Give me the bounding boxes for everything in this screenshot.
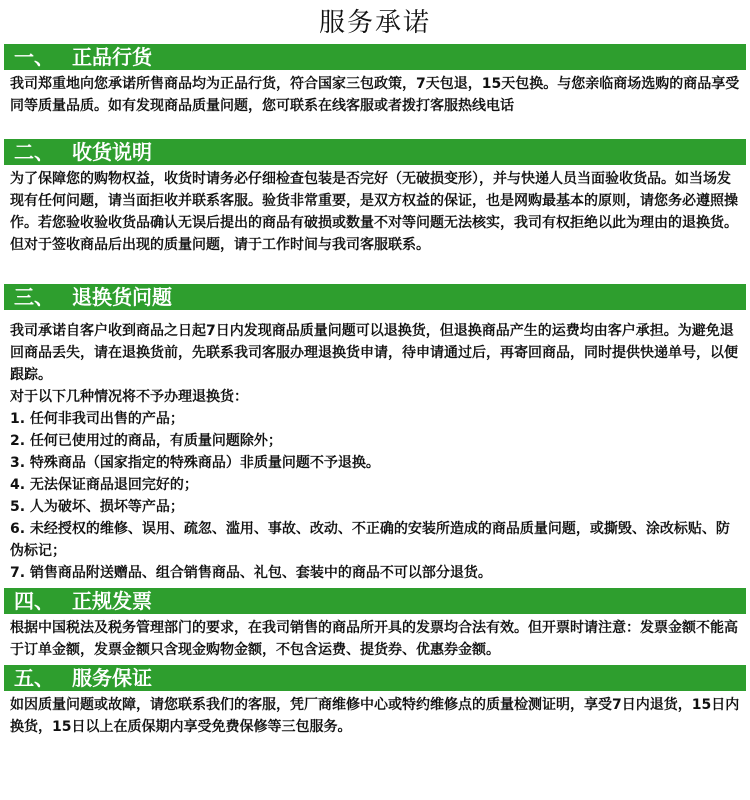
section-body [4,310,746,588]
section-heading: 退换货问题 [72,285,172,309]
section-body [4,165,746,284]
section-body [4,691,746,742]
list-item: 6. 未经授权的维修、误用、疏忽、滥用、事故、改动、不正确的安装所造成的商品质量问题，或撕毁、涂改标贴、防伪标记； [10,521,730,559]
section-header [4,44,746,70]
section-number: 三、 [14,285,54,309]
section-service-guarantee [4,665,746,742]
section-number: 四、 [14,589,54,613]
section-body [4,70,746,139]
page-title: 服务承诺 [318,8,431,38]
paragraph: 根据中国税法及税务管理部门的要求，在我司销售的商品所开具的发票均合法有效。但开票时请注意：发票金额不能高于订单金额，发票金额只含现金购物金额，不包含运费、提货券、优惠券金额。 [10,620,738,658]
section-header [4,665,746,691]
paragraph: 如因质量问题或故障，请您联系我们的客服，凭厂商维修中心或特约维修点的质量检测证明，享受7日内退货，15日内换货，15日以上在质保期内享受免费保修等三包服务。 [10,697,740,735]
list-item: 3. 特殊商品（国家指定的特殊商品）非质量问题不予退换。 [10,455,380,471]
section-number: 二、 [14,140,54,164]
list-item: 7. 销售商品附送赠品、组合销售商品、礼包、套装中的商品不可以部分退货。 [10,565,492,581]
section-body [4,614,746,665]
section-header [4,588,746,614]
list-intro: 对于以下几种情况将不予办理退换货： [10,389,248,405]
section-receipt-notes [4,139,746,284]
paragraph: 我司郑重地向您承诺所售商品均为正品行货，符合国家三包政策，7天包退，15天包换。与您亲临商场选购的商品享受同等质量品质。如有发现商品质量问题，您可联系在线客服或者拨打客服热线电话 [10,76,740,114]
paragraph: 我司承诺自客户收到商品之日起7日内发现商品质量问题可以退换货，但退换商品产生的运费均由客户承担。为避免退回商品丢失，请在退换货前，先联系我司客服办理退换货申请，待申请通过后，再寄回商品，同时提供快递单号，以便跟踪。 [10,323,738,383]
paragraph: 为了保障您的购物权益，收货时请务必仔细检查包装是否完好（无破损变形），并与快递人员当面验收货品。如当场发现有任何问题，请当面拒收并联系客服。验货非常重要，是双方权益的保证，也是网购最基本的原则，请您务必遵照操作。若您验收验收货品确认无误后提出的商品有破损或数量不对等问题无法核实，我司有权拒绝以此为理由的退换货。但对于签收商品后出现的质量问题，请于工作时间与我司客服联系。 [10,171,738,253]
section-heading: 收货说明 [72,140,152,164]
section-heading: 正规发票 [72,589,152,613]
section-invoice [4,588,746,665]
section-header [4,284,746,310]
section-genuine-goods [4,44,746,139]
section-number: 五、 [14,666,54,690]
list-item: 2. 任何已使用过的商品，有质量问题除外； [10,433,282,449]
section-heading: 正品行货 [72,45,152,69]
list-item: 4. 无法保证商品退回完好的； [10,477,198,493]
section-header [4,139,746,165]
section-returns [4,284,746,588]
section-heading: 服务保证 [72,666,152,690]
list-item: 1. 任何非我司出售的产品； [10,411,184,427]
section-number: 一、 [14,45,54,69]
list-item: 5. 人为破坏、损坏等产品； [10,499,184,515]
